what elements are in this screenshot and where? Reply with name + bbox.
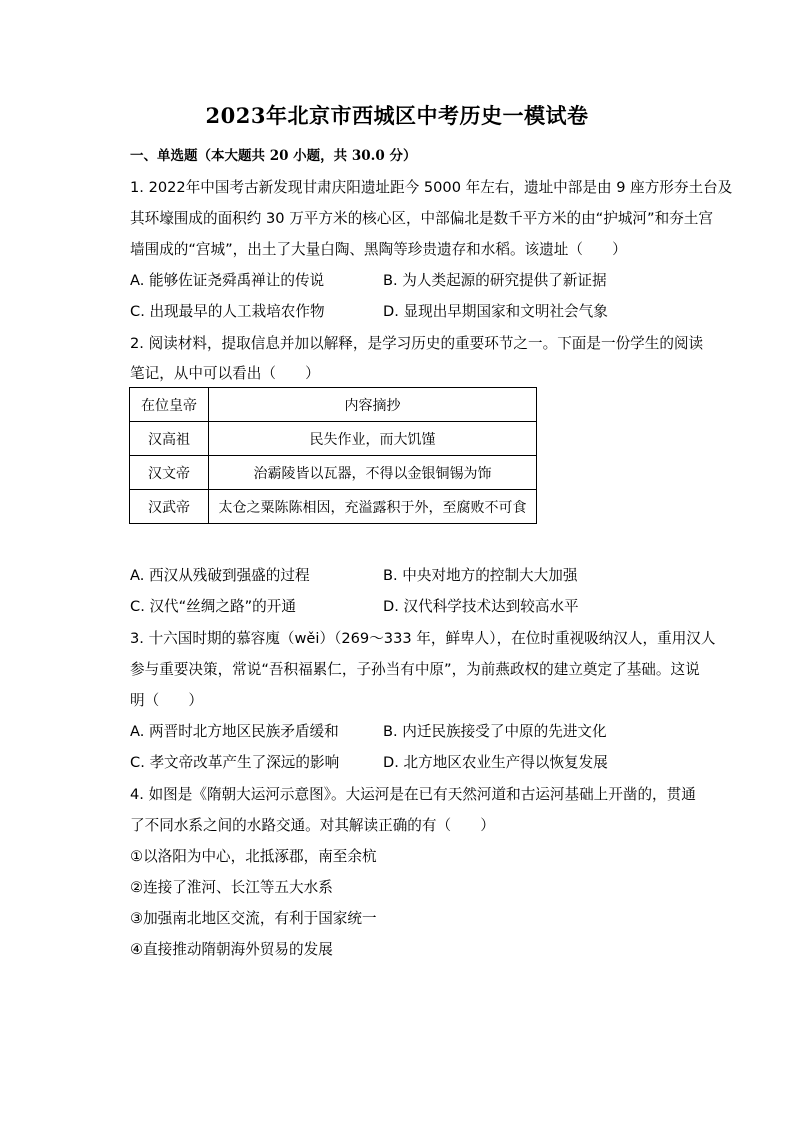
q2-option-b: B. 中央对地方的控制大大加强 [383, 567, 578, 584]
reading-notes-table [129, 387, 537, 524]
table-header-cell: 内容摘抄 [209, 388, 537, 422]
q1-option-b: B. 为人类起源的研究提供了新证据 [383, 272, 607, 289]
table-row [130, 490, 537, 524]
q2-option-a: A. 西汉从残破到强盛的过程 [130, 567, 310, 584]
q2-option-c: C. 汉代“丝绸之路”的开通 [130, 598, 296, 615]
q1-option-d: D. 显现出早期国家和文明社会气象 [383, 303, 608, 320]
table-cell: 汉高祖 [130, 422, 209, 456]
q3-line-3: 明（ ） [130, 692, 203, 709]
section-heading: 一、单选题（本大题共 20 小题，共 30.0 分） [130, 148, 417, 164]
table-row [130, 422, 537, 456]
q3-option-d: D. 北方地区农业生产得以恢复发展 [383, 754, 608, 771]
q1-line-1: 1. 2022年中国考古新发现甘肃庆阳遗址距今 5000 年左右，遗址中部是由 9 座方形夯土台及 [130, 179, 733, 196]
q3-option-b: B. 内迁民族接受了中原的先进文化 [383, 723, 607, 740]
q4-line-1: 4. 如图是《隋朝大运河示意图》。大运河是在已有天然河道和古运河基础上开凿的，贯通 [130, 786, 696, 803]
q2-line-1: 2. 阅读材料，提取信息并加以解释，是学习历史的重要环节之一。下面是一份学生的阅读 [130, 335, 704, 352]
table-header-cell: 在位皇帝 [130, 388, 209, 422]
q1-line-3: 墙围成的“宫城”，出土了大量白陶、黑陶等珍贵遗存和水稻。该遗址（ ） [130, 241, 627, 258]
q2-line-2: 笔记，从中可以看出（ ） [130, 365, 320, 382]
q3-line-1: 3. 十六国时期的慕容廆（wěi）（269～333 年，鲜卑人），在位时重视吸纳汉人，重用汉人 [130, 630, 716, 647]
q1-option-a: A. 能够佐证尧舜禹禅让的传说 [130, 272, 325, 289]
table-cell: 太仓之粟陈陈相因，充溢露积于外，至腐败不可食 [209, 490, 537, 524]
q4-line-2: 了不同水系之间的水路交通。对其解读正确的有（ ） [130, 817, 495, 834]
table-header-row [130, 388, 537, 422]
exam-title: 2023年北京市西城区中考历史一模试卷 [205, 103, 589, 128]
q4-item-3: ③加强南北地区交流，有利于国家统一 [130, 910, 377, 927]
table-cell: 汉武帝 [130, 490, 209, 524]
table-cell: 汉文帝 [130, 456, 209, 490]
q3-option-a: A. 两晋时北方地区民族矛盾缓和 [130, 723, 339, 740]
q1-line-2: 其环壕围成的面积约 30 万平方米的核心区，中部偏北是数千平方米的由“护城河”和夯土宫 [130, 210, 713, 227]
q4-item-4: ④直接推动隋朝海外贸易的发展 [130, 941, 333, 958]
q3-option-c: C. 孝文帝改革产生了深远的影响 [130, 754, 340, 771]
q2-option-d: D. 汉代科学技术达到较高水平 [383, 598, 579, 615]
q1-option-c: C. 出现最早的人工栽培农作物 [130, 303, 325, 320]
table-cell: 治霸陵皆以瓦器，不得以金银铜锡为饰 [209, 456, 537, 490]
table-row [130, 456, 537, 490]
q4-item-2: ②连接了淮河、长江等五大水系 [130, 879, 333, 896]
q3-line-2: 参与重要决策，常说“吾积福累仁，子孙当有中原”，为前燕政权的建立奠定了基础。这说 [130, 661, 700, 678]
q4-item-1: ①以洛阳为中心，北抵涿郡，南至余杭 [130, 848, 377, 865]
table-cell: 民失作业，而大饥馑 [209, 422, 537, 456]
